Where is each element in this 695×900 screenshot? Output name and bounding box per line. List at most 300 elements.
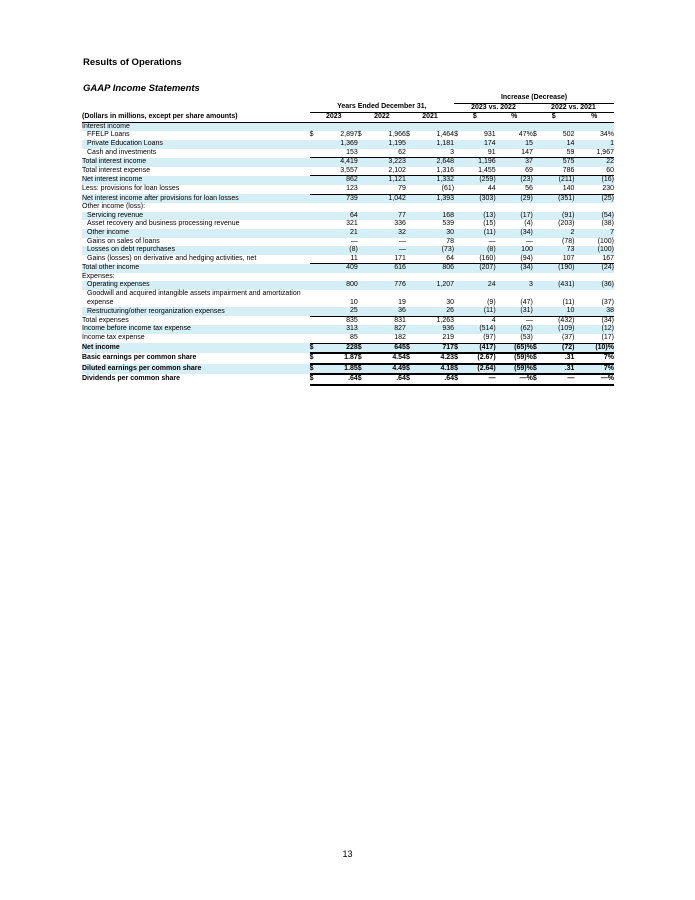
row-label: Servicing revenue <box>82 212 310 221</box>
table-row <box>82 158 614 167</box>
currency-sign <box>533 149 544 158</box>
table-row <box>82 131 614 140</box>
currency-sign <box>358 167 369 176</box>
table-cell: (11) <box>562 298 575 306</box>
table-cell: 10 <box>544 307 575 316</box>
table-cell: 616 <box>369 264 406 273</box>
table-cell: (9) <box>487 298 496 306</box>
table-cell: 3 <box>417 149 454 158</box>
table-cell: 409 <box>321 264 358 273</box>
col-cmp1-dollar: $ <box>454 113 496 123</box>
table-row <box>82 364 614 375</box>
table-cell: 1,195 <box>369 140 406 149</box>
table-cell: 1,393 <box>417 194 454 203</box>
table-cell: (17) <box>496 212 533 221</box>
table-cell: 36 <box>369 307 406 316</box>
currency-sign <box>310 212 321 221</box>
table-cell: 228 <box>321 343 358 353</box>
table-cell: (62) <box>496 325 533 334</box>
table-cell: 1,967 <box>574 149 614 158</box>
table-cell: 4 <box>491 316 496 324</box>
row-label: Dividends per common share <box>82 375 181 383</box>
table-cell: (23) <box>496 176 533 185</box>
currency-sign <box>406 325 417 334</box>
table-cell: 60 <box>574 167 614 176</box>
table-cell: 831 <box>394 316 406 324</box>
table-cell: .31 <box>544 364 575 375</box>
currency-sign <box>358 176 369 185</box>
currency-sign <box>454 334 465 343</box>
table-row <box>82 229 614 238</box>
table-cell: 25 <box>321 307 358 316</box>
row-label: Diluted earnings per common share <box>82 364 310 375</box>
table-cell: (15) <box>483 220 496 228</box>
table-cell: 26 <box>417 307 454 316</box>
currency-sign <box>406 203 417 212</box>
currency-sign <box>454 149 465 158</box>
table-cell <box>544 122 575 131</box>
table-cell: 1,455 <box>465 167 496 176</box>
table-cell: 153 <box>321 149 358 158</box>
table-cell <box>544 203 575 212</box>
table-cell: (16) <box>574 176 614 185</box>
statement-title: GAAP Income Statements <box>83 83 200 94</box>
income-statement-table <box>82 94 614 386</box>
table-cell <box>574 122 614 131</box>
currency-sign <box>310 307 321 316</box>
table-cell: (203) <box>558 220 575 228</box>
row-label: Private Education Loans <box>82 140 310 149</box>
currency-sign: $ <box>406 343 417 353</box>
row-label: Goodwill and acquired intangible assets impairment and amortization expense <box>87 290 301 306</box>
currency-sign <box>533 246 544 255</box>
table-cell: 182 <box>369 334 406 343</box>
table-cell: (303) <box>465 194 496 203</box>
header-row-columns <box>82 113 614 123</box>
currency-sign <box>533 185 544 194</box>
row-label: Interest income <box>82 122 310 131</box>
currency-sign <box>310 246 321 255</box>
currency-sign: $ <box>358 364 369 375</box>
currency-sign <box>406 185 417 194</box>
table-cell: 167 <box>574 255 614 264</box>
col-2021: 2021 <box>406 113 454 123</box>
table-cell: (4) <box>524 220 533 228</box>
currency-sign <box>358 122 369 131</box>
row-label: Income before income tax expense <box>82 325 310 334</box>
table-cell <box>544 273 575 282</box>
table-row <box>82 374 614 385</box>
currency-sign <box>310 229 321 238</box>
table-cell: 1 <box>574 140 614 149</box>
table-cell: (417) <box>465 343 496 353</box>
table-cell <box>496 273 533 282</box>
col-cmp2-pct: % <box>574 113 614 123</box>
currency-sign: $ <box>310 364 321 375</box>
currency-sign <box>310 194 321 203</box>
currency-sign <box>533 122 544 131</box>
currency-sign <box>533 273 544 282</box>
currency-sign <box>358 325 369 334</box>
currency-sign <box>358 238 369 247</box>
currency-sign <box>310 281 321 290</box>
table-cell: (94) <box>496 255 533 264</box>
table-cell: 3,223 <box>369 158 406 167</box>
table-cell: 24 <box>465 281 496 290</box>
currency-sign: $ <box>533 343 544 353</box>
table-cell: — <box>350 237 358 245</box>
table-cell: 827 <box>369 325 406 334</box>
row-label: Restructuring/other reorganization expenses <box>82 307 310 316</box>
currency-sign <box>406 167 417 176</box>
table-cell: 34% <box>599 131 614 139</box>
table-cell: (11) <box>465 229 496 238</box>
currency-sign <box>406 273 417 282</box>
table-cell: 2 <box>544 229 575 238</box>
table-cell: (259) <box>465 176 496 185</box>
table-row <box>82 307 614 316</box>
table-cell: 7 <box>574 229 614 238</box>
table-row <box>82 203 614 212</box>
table-cell: 100 <box>496 246 533 255</box>
table-cell: (13) <box>465 212 496 221</box>
currency-sign <box>533 255 544 264</box>
table-row <box>82 167 614 176</box>
table-cell: 313 <box>321 325 358 334</box>
row-label: Other income (loss): <box>82 203 146 211</box>
table-cell: 107 <box>544 255 575 264</box>
table-row <box>82 149 614 158</box>
currency-sign: $ <box>454 374 465 385</box>
table-cell: 4.49 <box>369 364 406 375</box>
table-cell: 1,263 <box>436 316 455 324</box>
currency-sign <box>310 122 321 131</box>
currency-sign: $ <box>454 364 465 375</box>
table-cell: 21 <box>321 229 358 238</box>
row-label: Basic earnings per common share <box>82 354 197 362</box>
currency-sign <box>454 246 465 255</box>
table-cell: — <box>544 374 575 385</box>
table-cell: (37) <box>544 334 575 343</box>
table-cell: 2,897 <box>340 131 358 139</box>
col-cmp1-pct: % <box>496 113 533 123</box>
table-row <box>82 176 614 185</box>
table-cell: 1.87 <box>321 353 358 364</box>
currency-sign <box>454 220 465 229</box>
table-cell: 85 <box>321 334 358 343</box>
currency-sign: $ <box>405 131 410 139</box>
table-cell: (97) <box>465 334 496 343</box>
currency-sign <box>358 246 369 255</box>
table-cell: 2,648 <box>417 158 454 167</box>
table-cell: 4.18 <box>417 364 454 375</box>
table-cell: (59)% <box>496 364 533 375</box>
table-cell <box>369 273 406 282</box>
table-cell: (8) <box>465 246 496 255</box>
table-cell: 835 <box>346 316 358 324</box>
table-cell: (10)% <box>574 343 614 353</box>
currency-sign: $ <box>358 353 369 364</box>
currency-sign <box>310 167 321 176</box>
currency-sign <box>406 158 417 167</box>
table-cell: — <box>488 237 496 245</box>
table-cell: .64 <box>321 374 358 385</box>
table-cell: .64 <box>369 374 406 385</box>
currency-sign <box>533 167 544 176</box>
table-row <box>82 122 614 131</box>
table-cell: (31) <box>496 307 533 316</box>
table-cell: 4,419 <box>321 158 358 167</box>
currency-sign <box>406 122 417 131</box>
table-cell <box>417 273 454 282</box>
table-cell: 37 <box>496 158 533 167</box>
table-cell: 502 <box>562 131 575 139</box>
row-label: Total interest income <box>82 158 310 167</box>
table-cell <box>321 273 358 282</box>
row-label: Expenses: <box>82 272 115 280</box>
header-row-years <box>82 103 614 113</box>
table-cell: 645 <box>369 343 406 353</box>
table-cell <box>417 203 454 212</box>
units-label: (Dollars in millions, except per share amounts) <box>82 113 310 123</box>
currency-sign: $ <box>454 343 465 353</box>
table-cell: 73 <box>544 246 575 255</box>
table-cell: — <box>369 246 406 255</box>
currency-sign: $ <box>357 131 362 139</box>
currency-sign <box>406 220 417 229</box>
table-row <box>82 281 614 290</box>
table-cell: 1,042 <box>369 194 406 203</box>
currency-sign: $ <box>533 353 544 364</box>
table-cell: (25) <box>574 194 614 203</box>
currency-sign <box>533 176 544 185</box>
currency-sign <box>533 203 544 212</box>
table-cell: (47) <box>520 298 533 306</box>
table-cell <box>369 122 406 131</box>
table-cell <box>496 122 533 131</box>
table-cell: 19 <box>398 298 406 306</box>
table-row <box>82 238 614 247</box>
row-label: Total expenses <box>82 316 129 324</box>
currency-sign <box>358 185 369 194</box>
table-row <box>82 140 614 149</box>
currency-sign <box>533 194 544 203</box>
currency-sign <box>358 273 369 282</box>
table-cell: — <box>398 237 406 245</box>
currency-sign <box>533 238 544 247</box>
table-cell: (211) <box>544 176 575 185</box>
table-cell: (36) <box>574 281 614 290</box>
currency-sign <box>533 264 544 273</box>
currency-sign <box>358 203 369 212</box>
currency-sign <box>533 290 544 307</box>
currency-sign <box>406 264 417 273</box>
table-cell: 22 <box>574 158 614 167</box>
table-cell: 14 <box>544 140 575 149</box>
table-cell: 11 <box>321 255 358 264</box>
currency-sign: $ <box>310 374 321 385</box>
currency-sign <box>358 212 369 221</box>
row-label: Other income <box>82 229 310 238</box>
table-cell: (53) <box>496 334 533 343</box>
table-cell: 64 <box>321 212 358 221</box>
table-cell: 862 <box>321 176 358 185</box>
currency-sign <box>406 281 417 290</box>
table-row <box>82 316 614 325</box>
currency-sign <box>358 281 369 290</box>
table-cell: (11) <box>465 307 496 316</box>
currency-sign <box>533 220 544 229</box>
currency-sign <box>454 140 465 149</box>
col-2023: 2023 <box>310 113 358 123</box>
cmp1-header: 2023 vs. 2022 <box>454 103 533 113</box>
table-cell: 936 <box>417 325 454 334</box>
section-title: Results of Operations <box>83 57 182 68</box>
row-label: Income tax expense <box>82 334 145 342</box>
currency-sign <box>310 264 321 273</box>
table-cell: 47% <box>518 131 533 139</box>
table-cell: 2,102 <box>369 167 406 176</box>
page-number: 13 <box>342 849 353 859</box>
currency-sign <box>406 140 417 149</box>
table-row <box>82 273 614 282</box>
currency-sign <box>310 334 321 343</box>
table-cell: 1,966 <box>388 131 406 139</box>
currency-sign: $ <box>358 374 369 385</box>
table-cell: (351) <box>544 194 575 203</box>
table-cell: 739 <box>321 194 358 203</box>
table-row <box>82 264 614 273</box>
currency-sign <box>358 316 369 325</box>
table-cell: 171 <box>369 255 406 264</box>
table-cell: 78 <box>446 237 455 245</box>
years-header: Years Ended December 31, <box>310 103 454 113</box>
table-cell: 321 <box>346 220 358 228</box>
table-cell: (2.67) <box>465 353 496 364</box>
table-cell: .31 <box>544 353 575 364</box>
table-cell: (514) <box>465 325 496 334</box>
currency-sign <box>310 316 321 325</box>
currency-sign <box>406 194 417 203</box>
currency-sign <box>454 229 465 238</box>
currency-sign <box>454 212 465 221</box>
table-cell: 56 <box>496 185 533 194</box>
currency-sign: $ <box>309 131 314 139</box>
table-cell: (432) <box>558 316 575 324</box>
row-label: Gains on sales of loans <box>87 237 160 245</box>
table-cell: 64 <box>417 255 454 264</box>
table-cell: 174 <box>465 140 496 149</box>
table-cell: 59 <box>544 149 575 158</box>
table-cell: (431) <box>544 281 575 290</box>
row-label: Total other income <box>82 264 310 273</box>
table-cell: (190) <box>544 264 575 273</box>
table-cell: (37) <box>601 298 614 306</box>
table-cell: 1,181 <box>417 140 454 149</box>
table-row <box>82 255 614 264</box>
table-cell: 1,121 <box>369 176 406 185</box>
table-cell: 1,332 <box>417 176 454 185</box>
table-cell: 77 <box>369 212 406 221</box>
table-cell: (207) <box>465 264 496 273</box>
table-cell: 123 <box>321 185 358 194</box>
currency-sign <box>310 220 321 229</box>
currency-sign <box>358 140 369 149</box>
table-cell: 336 <box>394 220 406 228</box>
currency-sign <box>310 203 321 212</box>
currency-sign <box>358 264 369 273</box>
currency-sign <box>533 158 544 167</box>
table-cell: 219 <box>417 334 454 343</box>
currency-sign: $ <box>310 343 321 353</box>
table-cell: 38 <box>574 307 614 316</box>
currency-sign: $ <box>406 374 417 385</box>
currency-sign <box>358 149 369 158</box>
table-cell: (2.64) <box>465 364 496 375</box>
currency-sign <box>533 307 544 316</box>
table-row <box>82 325 614 334</box>
currency-sign <box>310 325 321 334</box>
currency-sign <box>358 307 369 316</box>
currency-sign <box>406 212 417 221</box>
row-label: Asset recovery and business processing revenue <box>87 220 240 228</box>
table-row <box>82 353 614 364</box>
table-row <box>82 220 614 229</box>
table-cell <box>417 122 454 131</box>
table-cell: (12) <box>574 325 614 334</box>
table-cell <box>321 122 358 131</box>
table-cell: (61) <box>417 185 454 194</box>
table-cell <box>574 273 614 282</box>
currency-sign <box>533 334 544 343</box>
table-cell: 776 <box>369 281 406 290</box>
table-cell: (100) <box>597 237 614 245</box>
table-cell <box>465 273 496 282</box>
table-cell: 69 <box>496 167 533 176</box>
table-cell: (17) <box>574 334 614 343</box>
currency-sign <box>406 316 417 325</box>
table-cell: (72) <box>544 343 575 353</box>
table-cell: (109) <box>544 325 575 334</box>
currency-sign <box>310 176 321 185</box>
currency-sign <box>406 238 417 247</box>
table-cell: 30 <box>446 298 455 306</box>
table-cell: 4.54 <box>369 353 406 364</box>
table-cell: 7% <box>574 353 614 364</box>
table-cell: 800 <box>321 281 358 290</box>
table-cell: 62 <box>369 149 406 158</box>
currency-sign <box>454 255 465 264</box>
table-cell: 539 <box>442 220 455 228</box>
currency-sign <box>406 149 417 158</box>
row-label: Net interest income <box>82 176 310 185</box>
currency-sign: $ <box>406 364 417 375</box>
table-cell: 1,196 <box>465 158 496 167</box>
currency-sign <box>406 255 417 264</box>
table-cell: — <box>525 316 533 324</box>
table-cell: (34) <box>601 316 614 324</box>
currency-sign <box>533 212 544 221</box>
table-cell: 7% <box>574 364 614 375</box>
table-cell: 10 <box>350 298 358 306</box>
table-cell: 1,207 <box>417 281 454 290</box>
table-cell <box>369 203 406 212</box>
currency-sign: $ <box>532 131 537 139</box>
currency-sign <box>406 246 417 255</box>
currency-sign <box>310 273 321 282</box>
table-cell: (24) <box>574 264 614 273</box>
currency-sign <box>533 316 544 325</box>
